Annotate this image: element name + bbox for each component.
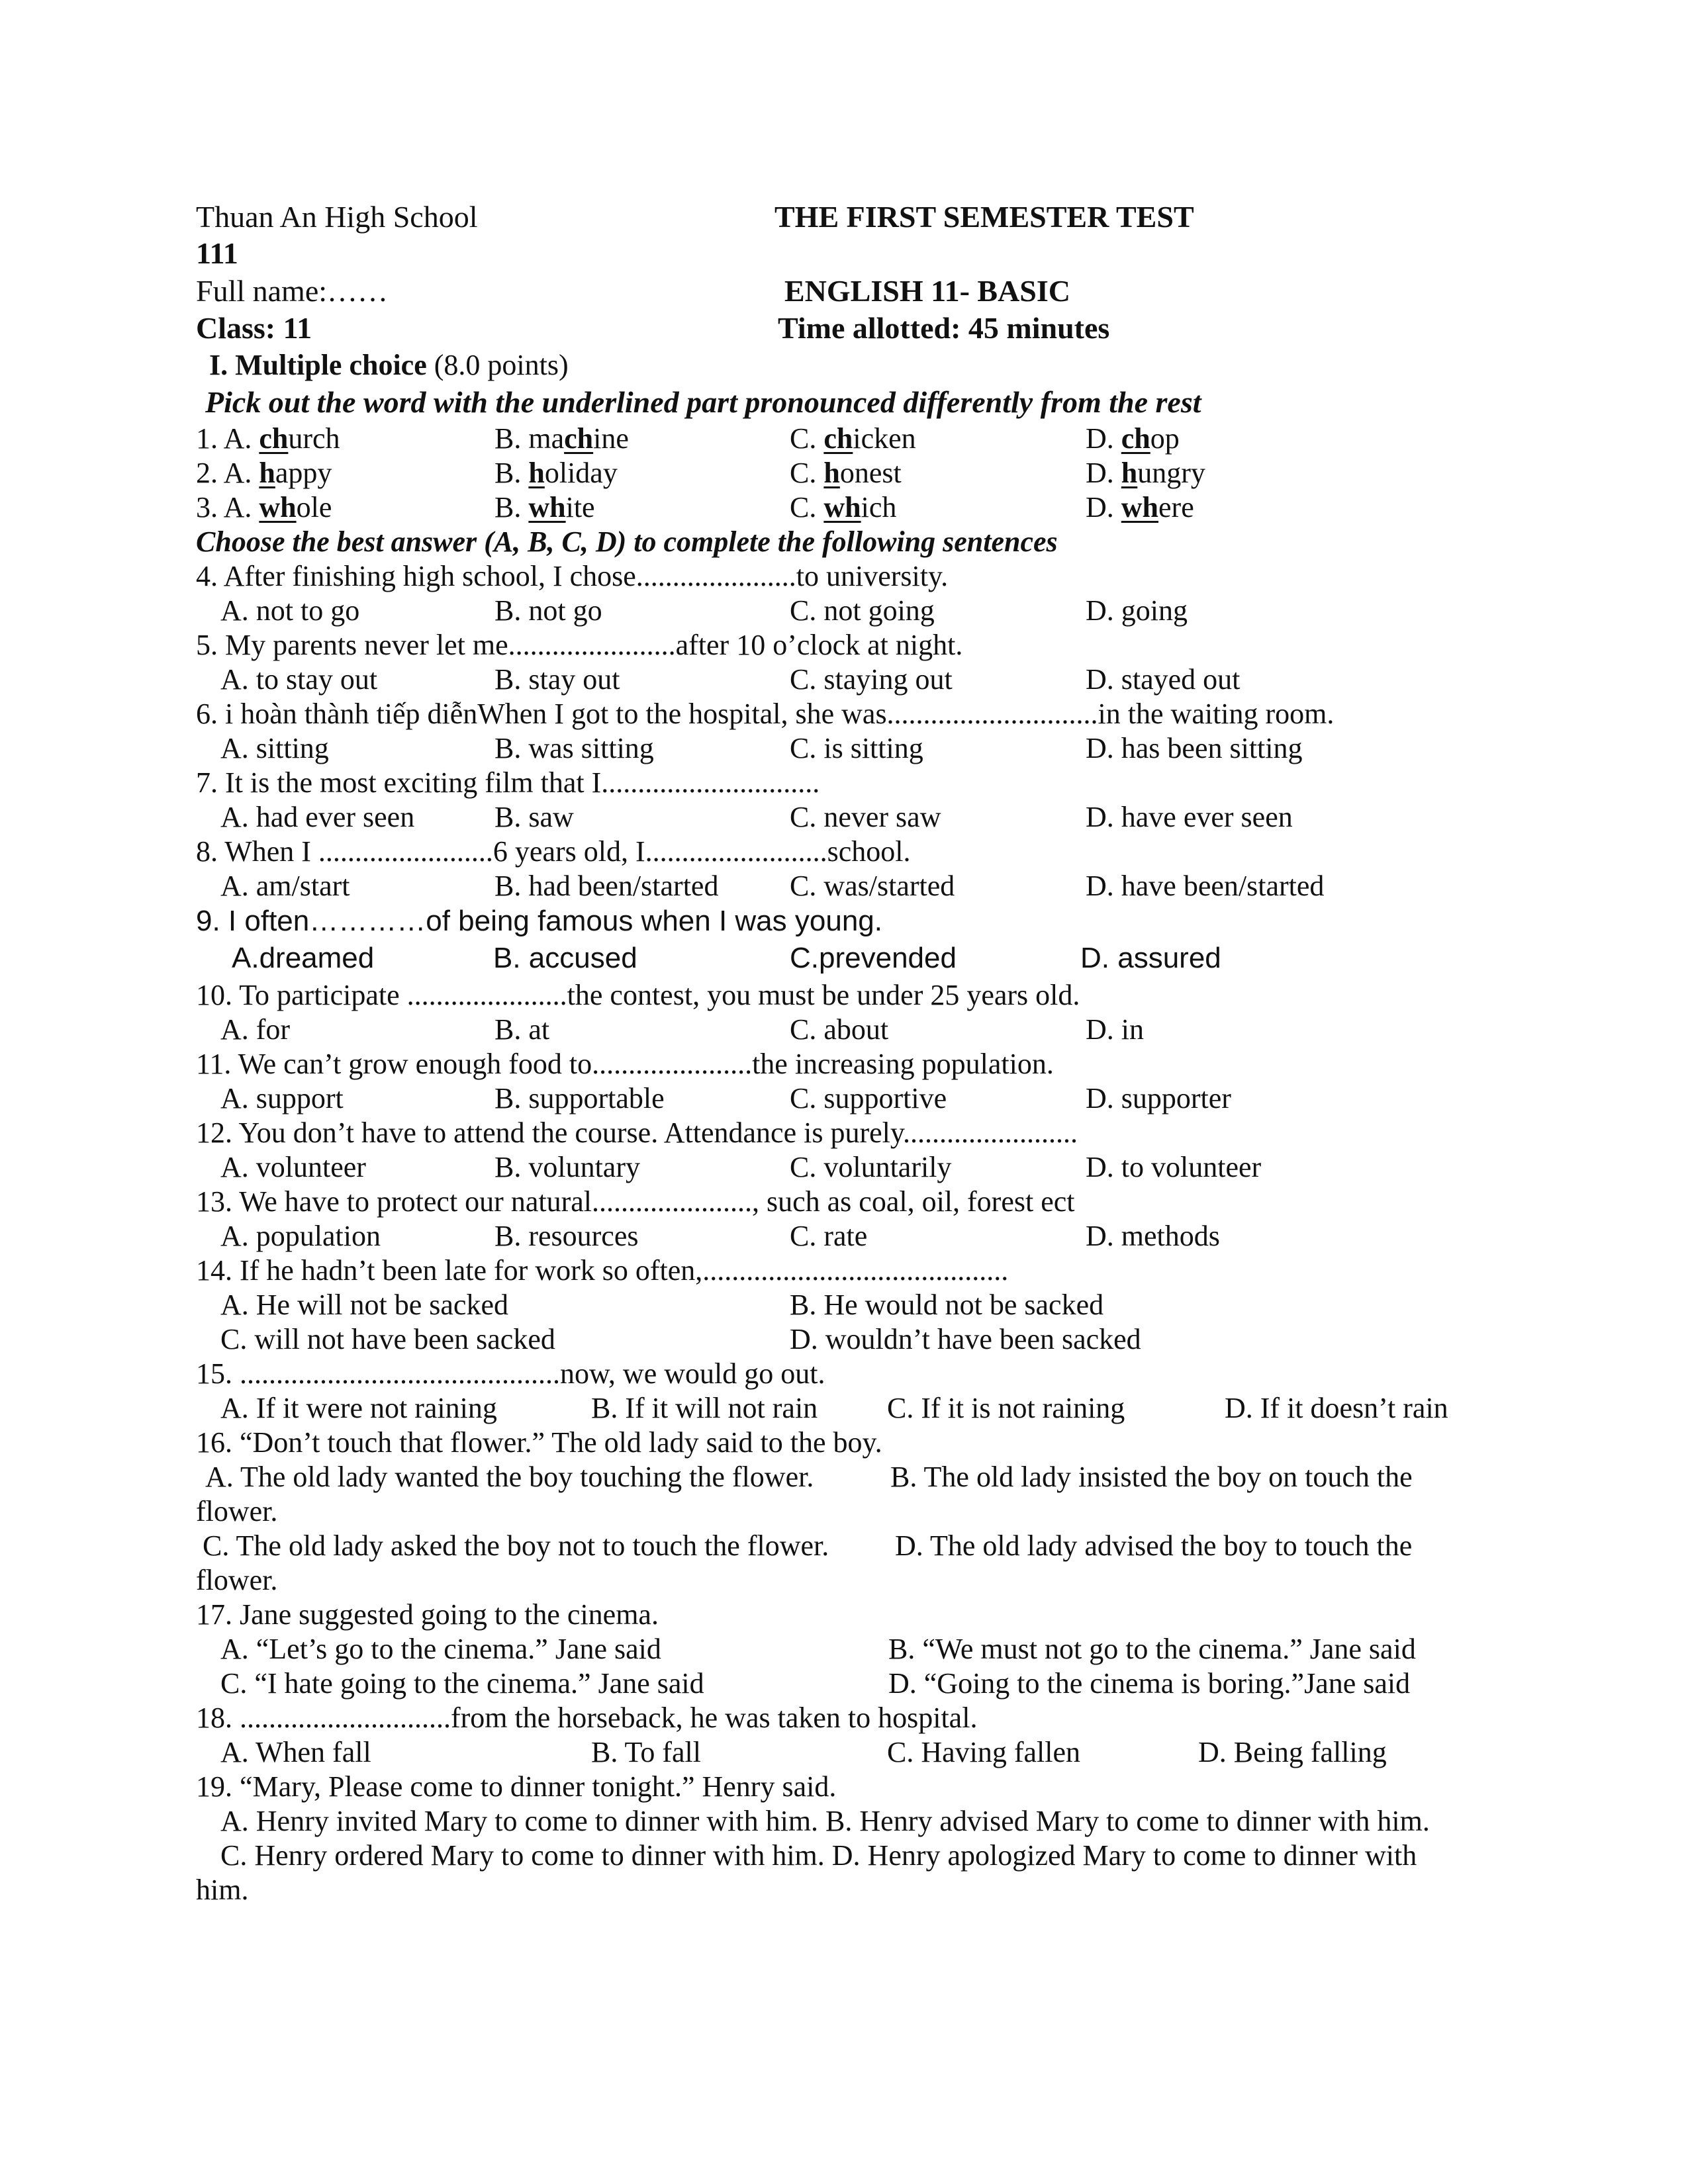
option-d: D. to volunteer bbox=[1086, 1151, 1262, 1183]
option-c-d: C. Henry ordered Mary to come to dinner with him. D. Henry apologized Mary to come to dinner with bbox=[220, 1839, 1417, 1872]
option-d bbox=[1086, 490, 1194, 525]
option-c: C. supportive bbox=[790, 1082, 947, 1115]
question-1 bbox=[196, 422, 340, 456]
option-c: C. not going bbox=[790, 594, 935, 627]
option-c: C. was/started bbox=[790, 870, 955, 902]
option-b: B. resources bbox=[494, 1220, 639, 1252]
option-d: D. have been/started bbox=[1086, 870, 1325, 902]
option-a: A. support bbox=[220, 1082, 344, 1115]
underlined-part: h bbox=[259, 457, 275, 489]
option-c bbox=[790, 456, 902, 490]
question-14: 14. If he hadn’t been late for work so often,.......................................... bbox=[196, 1254, 1009, 1287]
option-d-continued: flower. bbox=[196, 1564, 278, 1596]
option-c: C. staying out bbox=[790, 663, 953, 696]
option-b: B. voluntary bbox=[494, 1151, 640, 1183]
option-d: D. going bbox=[1086, 594, 1188, 627]
question-3 bbox=[196, 490, 332, 525]
test-title: THE FIRST SEMESTER TEST bbox=[774, 200, 1194, 234]
question-2 bbox=[196, 456, 332, 490]
option-a: A. “Let’s go to the cinema.” Jane said bbox=[220, 1633, 661, 1665]
option-d: D. Being falling bbox=[1198, 1736, 1387, 1768]
option-d: D. “Going to the cinema is boring.”Jane said bbox=[888, 1667, 1411, 1700]
class-label: Class: 11 bbox=[196, 311, 312, 345]
underlined-part: h bbox=[528, 457, 545, 489]
option-letter: B. bbox=[494, 491, 529, 523]
word-part: onest bbox=[839, 457, 902, 489]
school-name: Thuan An High School bbox=[196, 200, 478, 234]
option-b-continued: flower. bbox=[196, 1495, 278, 1527]
option-a: A.dreamed bbox=[232, 942, 375, 974]
option-c: C. is sitting bbox=[790, 732, 923, 764]
question-11: 11. We can’t grow enough food to......................the increasing population. bbox=[196, 1048, 1054, 1080]
section-label: I. Multiple choice bbox=[209, 349, 427, 381]
option-a: A. The old lady wanted the boy touching the flower. bbox=[205, 1461, 814, 1493]
option-b: B. was sitting bbox=[494, 732, 654, 764]
option-b: B. “We must not go to the cinema.” Jane said bbox=[888, 1633, 1416, 1665]
word-part: ich bbox=[861, 491, 897, 523]
option-d bbox=[1086, 422, 1180, 456]
section-heading bbox=[209, 348, 569, 383]
word-part: ungry bbox=[1137, 457, 1205, 489]
option-b bbox=[494, 422, 629, 456]
instruction-choose: Choose the best answer (A, B, C, D) to complete the following sentences bbox=[196, 525, 1058, 558]
question-7: 7. It is the most exciting film that I.............................. bbox=[196, 766, 820, 799]
option-a: A. volunteer bbox=[220, 1151, 366, 1183]
option-c: C. The old lady asked the boy not to touch the flower. bbox=[203, 1529, 829, 1562]
question-4: 4. After finishing high school, I chose......................to university. bbox=[196, 560, 949, 592]
word-part: ine bbox=[593, 422, 629, 455]
option-b: B. To fall bbox=[591, 1736, 701, 1768]
underlined-part: h bbox=[1121, 457, 1138, 489]
option-d: D. methods bbox=[1086, 1220, 1220, 1252]
option-b: B. had been/started bbox=[494, 870, 719, 902]
question-17: 17. Jane suggested going to the cinema. bbox=[196, 1598, 659, 1631]
word-part: ere bbox=[1158, 491, 1194, 523]
option-d: D. stayed out bbox=[1086, 663, 1241, 696]
option-d: D. wouldn’t have been sacked bbox=[790, 1323, 1141, 1355]
underlined-part: ch bbox=[564, 422, 594, 455]
option-d-continued: him. bbox=[196, 1874, 249, 1906]
section-points: (8.0 points) bbox=[434, 349, 569, 381]
option-c: C. Having fallen bbox=[887, 1736, 1081, 1768]
question-18: 18. .............................from the horseback, he was taken to hospital. bbox=[196, 1702, 978, 1734]
option-a: A. am/start bbox=[220, 870, 350, 902]
word-part: op bbox=[1150, 422, 1180, 455]
instruction-pronunciation: Pick out the word with the underlined part pronounced differently from the rest bbox=[205, 385, 1201, 419]
option-b: B. The old lady insisted the boy on touch the bbox=[890, 1461, 1413, 1493]
option-c: C. voluntarily bbox=[790, 1151, 952, 1183]
underlined-part: ch bbox=[259, 422, 289, 455]
underlined-part: wh bbox=[528, 491, 566, 523]
option-letter: C. bbox=[790, 457, 824, 489]
question-12: 12. You don’t have to attend the course. Attendance is purely........................ bbox=[196, 1116, 1078, 1149]
option-a-b: A. Henry invited Mary to come to dinner with him. B. Henry advised Mary to come to dinner with him. bbox=[220, 1805, 1430, 1837]
option-b: B. not go bbox=[494, 594, 602, 627]
option-letter: B. bbox=[494, 457, 529, 489]
test-code: 111 bbox=[196, 236, 238, 270]
option-c: C.prevended bbox=[790, 942, 957, 974]
question-number: 3. A. bbox=[196, 491, 259, 523]
question-6: 6. i hoàn thành tiếp diễnWhen I got to the hospital, she was.............................in the waiting room. bbox=[196, 698, 1335, 730]
option-c bbox=[790, 422, 916, 456]
option-letter: B. bbox=[494, 422, 529, 455]
word-part: ite bbox=[565, 491, 595, 523]
option-letter: D. bbox=[1086, 491, 1121, 523]
option-d: D. supporter bbox=[1086, 1082, 1231, 1115]
option-c bbox=[790, 490, 896, 525]
option-b: B. accused bbox=[493, 942, 637, 974]
option-letter: C. bbox=[790, 422, 824, 455]
question-16: 16. “Don’t touch that flower.” The old lady said to the boy. bbox=[196, 1426, 882, 1459]
option-c: C. “I hate going to the cinema.” Jane said bbox=[220, 1667, 704, 1700]
option-d: D. The old lady advised the boy to touch the bbox=[895, 1529, 1413, 1562]
subject-title: ENGLISH 11- BASIC bbox=[784, 274, 1071, 308]
word-part: icken bbox=[853, 422, 916, 455]
underlined-part: wh bbox=[1121, 491, 1159, 523]
question-number: 1. A. bbox=[196, 422, 259, 455]
option-b: B. saw bbox=[494, 801, 574, 833]
option-letter: C. bbox=[790, 491, 824, 523]
option-d bbox=[1086, 456, 1205, 490]
word-part: ole bbox=[296, 491, 332, 523]
option-letter: D. bbox=[1086, 457, 1121, 489]
full-name-field: Full name:…… bbox=[196, 274, 389, 308]
word-part: oliday bbox=[544, 457, 618, 489]
option-c: C. will not have been sacked bbox=[220, 1323, 555, 1355]
option-d: D. has been sitting bbox=[1086, 732, 1303, 764]
option-b bbox=[494, 456, 618, 490]
option-b: B. He would not be sacked bbox=[790, 1289, 1104, 1321]
question-19: 19. “Mary, Please come to dinner tonight.” Henry said. bbox=[196, 1770, 837, 1803]
option-d: D. If it doesn’t rain bbox=[1225, 1392, 1448, 1424]
option-a: A. not to go bbox=[220, 594, 360, 627]
option-c: C. about bbox=[790, 1013, 889, 1046]
option-c: C. If it is not raining bbox=[887, 1392, 1125, 1424]
option-a: A. sitting bbox=[220, 732, 329, 764]
option-a: A. If it were not raining bbox=[220, 1392, 497, 1424]
option-b bbox=[494, 490, 595, 525]
option-c: C. rate bbox=[790, 1220, 868, 1252]
underlined-part: wh bbox=[259, 491, 297, 523]
question-10: 10. To participate ......................the contest, you must be under 25 years old. bbox=[196, 979, 1080, 1011]
time-allotted: Time allotted: 45 minutes bbox=[778, 311, 1110, 345]
option-b: B. stay out bbox=[494, 663, 620, 696]
option-b: B. at bbox=[494, 1013, 550, 1046]
word-part: ma bbox=[528, 422, 565, 455]
option-a: A. to stay out bbox=[220, 663, 378, 696]
option-letter: D. bbox=[1086, 422, 1121, 455]
question-5: 5. My parents never let me.......................after 10 o’clock at night. bbox=[196, 629, 963, 661]
question-13: 13. We have to protect our natural......................, such as coal, oil, forest ect bbox=[196, 1185, 1075, 1218]
option-d: D. assured bbox=[1080, 942, 1221, 974]
option-d: D. have ever seen bbox=[1086, 801, 1293, 833]
question-8: 8. When I ........................6 years old, I.........................school. bbox=[196, 835, 911, 868]
question-15: 15. ............................................now, we would go out. bbox=[196, 1357, 825, 1390]
underlined-part: ch bbox=[823, 422, 853, 455]
option-c: C. never saw bbox=[790, 801, 941, 833]
question-number: 2. A. bbox=[196, 457, 259, 489]
option-a: A. population bbox=[220, 1220, 381, 1252]
underlined-part: ch bbox=[1121, 422, 1150, 455]
underlined-part: wh bbox=[823, 491, 861, 523]
option-b: B. If it will not rain bbox=[591, 1392, 818, 1424]
option-a: A. When fall bbox=[220, 1736, 371, 1768]
question-9: 9. I often…………of being famous when I was young. bbox=[196, 905, 882, 937]
option-a: A. He will not be sacked bbox=[220, 1289, 508, 1321]
option-d: D. in bbox=[1086, 1013, 1144, 1046]
word-part: appy bbox=[275, 457, 332, 489]
underlined-part: h bbox=[823, 457, 840, 489]
option-a: A. for bbox=[220, 1013, 291, 1046]
option-b: B. supportable bbox=[494, 1082, 665, 1115]
option-a: A. had ever seen bbox=[220, 801, 415, 833]
word-part: urch bbox=[288, 422, 340, 455]
